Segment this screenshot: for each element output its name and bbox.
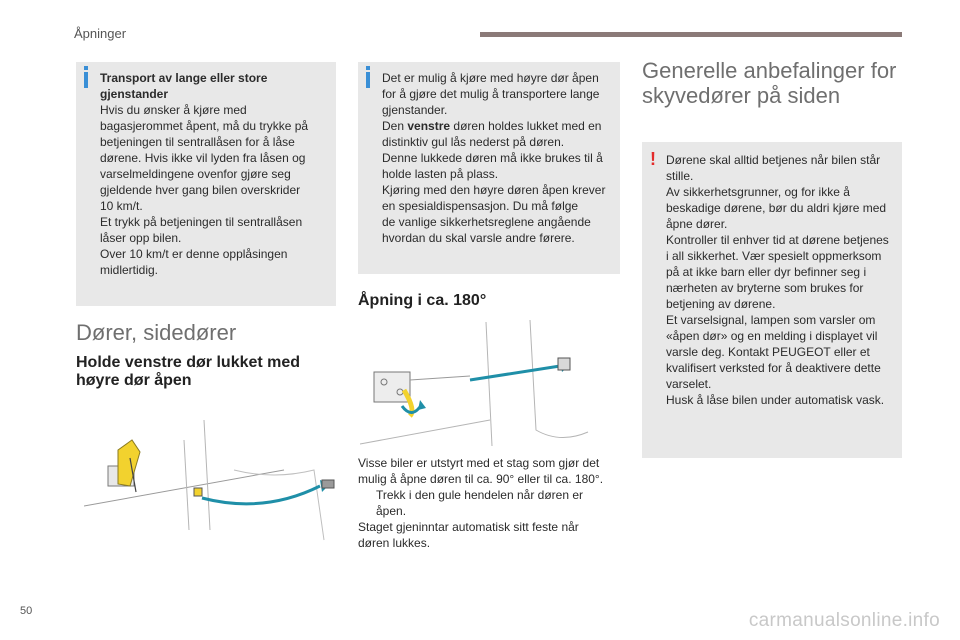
info-line: gjeldende hver gang bilen overskrider (100, 183, 301, 197)
header-accent-bar (480, 32, 902, 37)
info-line: 10 km/t. (100, 199, 143, 213)
info-box-right-door-open: Det er mulig å kjøre med høyre dør åpen for å gjøre det mulig å transportere lange gjenstander. Den venstre døren holdes lukket med en distinktiv gul lås nederst på døren. Denne lukkede døren må ikke brukes til å holde lasten på plass. Kjøring med den høyre døren åpen krever en spesialdispensasjon. Du må følge de vanlige sikkerhetsreglene angående hvordan du skal varsle andre førere. (358, 62, 620, 274)
opening-180-text: Visse biler er utstyrt med et stag som gjør det mulig å åpne døren til ca. 90° eller til ca. 180°. Trekk i den gule hendelen når døren er åpen. Staget gjeninntar automatisk sitt feste når døren lukkes. (358, 455, 622, 551)
info-line: dørene. Hvis ikke vil lyden fra låsen og (100, 151, 306, 165)
instruction-bullet: Trekk i den gule hendelen når døren er (376, 488, 584, 502)
watermark: carmanualsonline.info (748, 610, 940, 631)
subheading-keep-left-door-closed: Holde venstre dør lukket med høyre dør åpen (76, 354, 301, 389)
info-line: betjeningen til sentrallåsen for å låse (100, 135, 295, 149)
info-line: midlertidig. (100, 263, 159, 277)
info-box-long-objects (76, 62, 336, 306)
page-number: 50 (20, 605, 33, 617)
chapter-title: Åpninger (74, 26, 127, 41)
info-icon (84, 72, 88, 88)
info-icon (366, 72, 370, 88)
info-line: varselmeldingene ovenfor gjøre seg (100, 167, 291, 181)
section-heading-side-doors: Dører, sidedører (76, 320, 237, 345)
info-box-title: Transport av lange eller store gjenstander (100, 71, 268, 101)
info-line: låser opp bilen. (100, 231, 182, 245)
info-line: Hvis du ønsker å kjøre med (100, 103, 247, 117)
info-line: Over 10 km/t er denne opplåsingen (100, 247, 288, 261)
subheading-opening-180: Åpning i ca. 180° (358, 292, 487, 309)
door-stay-illustration (360, 320, 620, 448)
door-latch-illustration (84, 410, 340, 550)
warning-icon: ! (650, 149, 656, 169)
info-line: Et trykk på betjeningen til sentrallåsen (100, 215, 303, 229)
section-heading-general-recommendations: Generelle anbefalinger for skyvedører på siden (642, 58, 897, 108)
info-line: bagasjerommet åpent, må du trykke på (100, 119, 309, 133)
warning-box-sliding-doors: ! Dørene skal alltid betjenes når bilen står stille. Av sikkerhetsgrunner, og for ikke å beskadige dørene, bør du aldri kjøre med åpne dører. Kontroller til enhver tid at dørene betjenes i all sikkerhet. Vær spesielt oppmerksom på at ikke barn eller dyr befinner seg i nærheten av bryterne som brukes for betjening av dørene. Et varselsignal, lampen som varsler om «åpen dør» og en melding i displayet vil varsle deg. Kontakt PEUGEOT eller et kvalifisert verksted for å deaktivere dette varselet. Husk å låse bilen under automatisk vask. (642, 142, 902, 458)
